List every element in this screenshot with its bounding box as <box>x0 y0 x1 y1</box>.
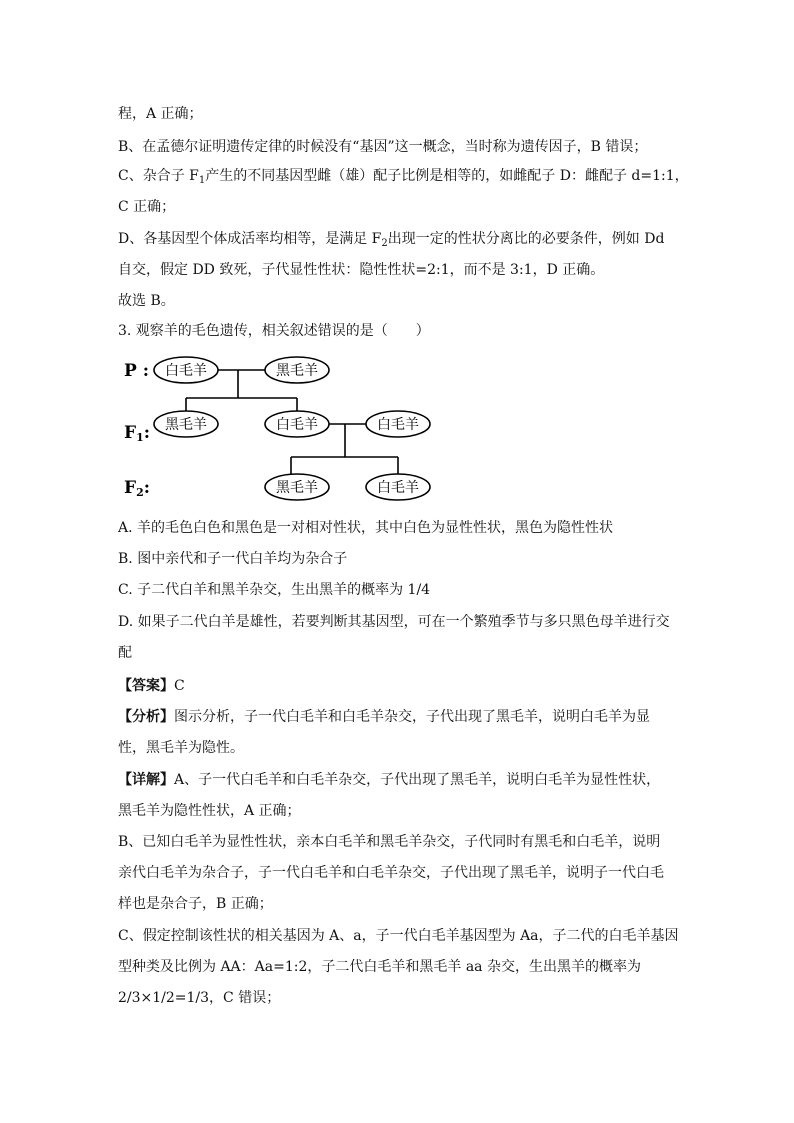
node-p-black <box>265 357 329 383</box>
option-b: B. 图中亲代和子一代白羊均为杂合子 <box>118 551 348 567</box>
detail-line: 亲代白毛羊为杂合子，子一代白毛羊和白毛羊杂交，子代出现了黑毛羊，说明子一代白毛 <box>118 865 664 881</box>
node-p-white <box>154 357 218 383</box>
node-label: 黑毛羊 <box>276 363 318 379</box>
analysis-line <box>118 707 650 727</box>
node-label: 白毛羊 <box>276 417 318 433</box>
answer-line <box>118 676 185 696</box>
answer-value: C <box>174 678 185 694</box>
text-fragment: D、各基因型个体成活率均相等，是满足 F <box>118 231 382 247</box>
f1-colon: : <box>143 423 151 443</box>
text-line <box>118 166 689 191</box>
option-d: D. 如果子二代白羊是雄性，若要判断其基因型，可在一个繁殖季节与多只黑色母羊进行交 <box>118 614 670 630</box>
text-line: 故选 B。 <box>118 293 175 309</box>
f2-colon: : <box>143 478 151 498</box>
generation-label-f2 <box>124 478 150 499</box>
f1-subscript: 1 <box>136 431 144 444</box>
detail-line: 型种类及比例为 AA：Aa=1:2，子二代白毛羊和黑毛羊 aa 杂交，生出黑羊的概率为 <box>118 959 641 975</box>
option-c: C. 子二代白羊和黑羊杂交，生出黑羊的概率为 1/4 <box>118 582 431 598</box>
detail-line <box>118 770 660 790</box>
node-label: 黑毛羊 <box>165 417 207 433</box>
subscript: 1 <box>198 175 206 186</box>
node-label: 白毛羊 <box>165 363 207 379</box>
detail-line: 黑毛羊为隐性性状，A 正确； <box>118 803 301 819</box>
text-fragment: 出现一定的性状分离比的必要条件，例如 Dd <box>387 231 665 247</box>
subscript: 2 <box>381 238 388 249</box>
node-f1-white <box>265 411 329 437</box>
generation-label-f1 <box>124 423 150 444</box>
option-a: A. 羊的毛色白色和黑色是一对相对性状，其中白色为显性性状，黑色为隐性性状 <box>118 520 614 536</box>
analysis-tag: 【分析】 <box>118 709 174 725</box>
detail-text: A、子一代白毛羊和白毛羊杂交，子代出现了黑毛羊，说明白毛羊为显性性状， <box>174 772 661 788</box>
generation-label-p: P : <box>124 361 149 381</box>
node-f1-white-mate <box>366 411 430 437</box>
f2-letter: F <box>124 478 137 498</box>
text-line: 程，A 正确； <box>118 106 203 122</box>
text-fragment: C、杂合子 F <box>118 168 199 184</box>
option-d-continued: 配 <box>118 645 132 661</box>
node-label: 黑毛羊 <box>276 480 318 496</box>
pedigree-diagram <box>0 350 794 510</box>
node-label: 白毛羊 <box>377 480 419 496</box>
f1-letter: F <box>124 423 137 443</box>
text-line: 自交，假定 DD 致死，子代显性性状：隐性性状=2:1，而不是 3:1，D 正确。 <box>118 262 605 278</box>
f2-subscript: 2 <box>136 486 144 499</box>
detail-tag: 【详解】 <box>118 772 174 788</box>
node-label: 白毛羊 <box>377 417 419 433</box>
text-line <box>118 229 664 254</box>
text-fragment: 产生的不同基因型雌（雄）配子比例是相等的，如雌配子 D：雌配子 d=1:1， <box>205 168 689 184</box>
node-f1-black <box>154 411 218 437</box>
detail-line: 2/3×1/2=1/3，C 错误； <box>118 990 281 1006</box>
node-f2-black <box>265 474 329 500</box>
text-line: B、在孟德尔证明遗传定律的时候没有“基因”这一概念，当时称为遗传因子，B 错误； <box>118 139 648 155</box>
detail-line: C、假定控制该性状的相关基因为 A、a，子一代白毛羊基因型为 Aa，子二代的白毛羊基因 <box>118 928 679 944</box>
detail-line: 样也是杂合子，B 正确； <box>118 896 273 912</box>
analysis-line-continued: 性，黑毛羊为隐性。 <box>118 740 244 756</box>
text-line: C 正确； <box>118 199 176 215</box>
analysis-text: 图示分析，子一代白毛羊和白毛羊杂交，子代出现了黑毛羊，说明白毛羊为显 <box>174 709 650 725</box>
question-stem: 3. 观察羊的毛色遗传，相关叙述错误的是（ ） <box>118 323 430 339</box>
detail-line: B、已知白毛羊为显性性状，亲本白毛羊和黑毛羊杂交，子代同时有黑毛和白毛羊，说明 <box>118 834 661 850</box>
node-f2-white <box>366 474 430 500</box>
answer-tag: 【答案】 <box>118 678 174 694</box>
